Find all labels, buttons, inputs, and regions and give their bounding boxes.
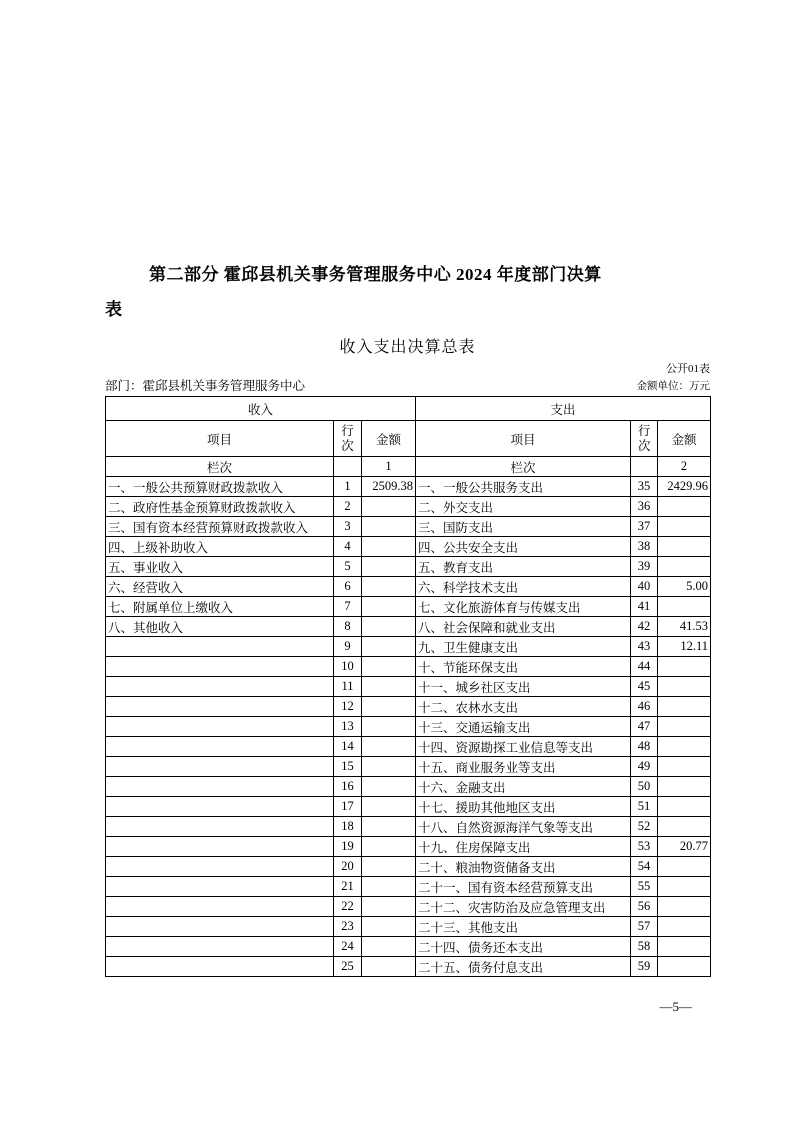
expense-item-cell: 七、文化旅游体育与传媒支出 [416,597,631,617]
income-lanci-label: 栏次 [106,457,334,477]
income-amount-cell [362,537,416,557]
income-item-cell [106,697,334,717]
expense-item-cell: 三、国防支出 [416,517,631,537]
expense-lanci-blank [631,457,658,477]
income-amount-cell [362,797,416,817]
income-amount-cell [362,917,416,937]
expense-item-cell: 十三、交通运输支出 [416,717,631,737]
income-amount-cell [362,657,416,677]
expense-item-cell: 六、科学技术支出 [416,577,631,597]
income-item-cell: 二、政府性基金预算财政拨款收入 [106,497,334,517]
table-row [106,717,711,737]
expense-rownum-cell: 45 [631,677,658,697]
income-amount-cell [362,557,416,577]
income-rownum-cell: 7 [334,597,362,617]
expense-amount-cell: 5.00 [658,577,711,597]
table-row [106,537,711,557]
department-label: 部门：霍邱县机关事务管理服务中心 [105,379,306,393]
expense-rownum-cell: 42 [631,617,658,637]
income-rownum-cell: 22 [334,897,362,917]
income-amount-cell [362,697,416,717]
income-rownum-cell: 15 [334,757,362,777]
income-amount-cell: 2509.38 [362,477,416,497]
income-item-cell [106,717,334,737]
income-item-cell: 六、经营收入 [106,577,334,597]
income-amount-cell [362,737,416,757]
expense-item-cell: 二十、粮油物资储备支出 [416,857,631,877]
income-item-cell [106,677,334,697]
table-row [106,677,711,697]
expense-lanci-label: 栏次 [416,457,631,477]
column-index-row [106,457,711,477]
table-row [106,477,711,497]
income-rownum-cell: 1 [334,477,362,497]
table-row [106,957,711,977]
table-row [106,517,711,537]
income-amount-cell [362,577,416,597]
expense-amount-cell [658,877,711,897]
table-row [106,757,711,777]
table-row [106,737,711,757]
income-rownum-cell: 5 [334,557,362,577]
expense-rownum-cell: 58 [631,937,658,957]
table-row [106,557,711,577]
column-header-row [106,421,711,457]
income-amount-cell [362,837,416,857]
expense-rownum-cell: 56 [631,897,658,917]
income-item-cell [106,657,334,677]
table-row [106,497,711,517]
expense-rownum-cell: 49 [631,757,658,777]
expense-amount-cell [658,777,711,797]
income-lanci-value: 1 [362,457,416,477]
expense-amount-cell [658,717,711,737]
income-amount-cell [362,617,416,637]
expense-item-cell: 十、节能环保支出 [416,657,631,677]
income-item-cell: 七、附属单位上缴收入 [106,597,334,617]
income-rownum-cell: 21 [334,877,362,897]
expense-rownum-header: 行次 [631,421,658,457]
income-amount-cell [362,817,416,837]
expense-amount-cell: 2429.96 [658,477,711,497]
expense-rownum-cell: 39 [631,557,658,577]
expense-rownum-cell: 44 [631,657,658,677]
expense-item-cell: 四、公共安全支出 [416,537,631,557]
income-item-cell [106,957,334,977]
expense-amount-cell [658,697,711,717]
expense-amount-cell [658,857,711,877]
expense-amount-cell [658,797,711,817]
table-row [106,597,711,617]
table-code: 公开01表 [666,363,710,375]
income-amount-cell [362,597,416,617]
income-rownum-cell: 6 [334,577,362,597]
expense-rownum-cell: 40 [631,577,658,597]
expense-item-cell: 十九、住房保障支出 [416,837,631,857]
summary-table [105,396,711,977]
expense-amount-cell: 12.11 [658,637,711,657]
income-rownum-cell: 2 [334,497,362,517]
income-rownum-cell: 18 [334,817,362,837]
table-row [106,917,711,937]
table-row [106,797,711,817]
income-amount-cell [362,957,416,977]
table-row [106,817,711,837]
expense-item-cell: 十八、自然资源海洋气象等支出 [416,817,631,837]
income-item-cell: 四、上级补助收入 [106,537,334,557]
expense-item-cell: 二十二、灾害防治及应急管理支出 [416,897,631,917]
expense-rownum-cell: 57 [631,917,658,937]
income-amount-cell [362,857,416,877]
expense-rownum-cell: 36 [631,497,658,517]
income-item-cell [106,637,334,657]
income-lanci-blank [334,457,362,477]
income-item-cell [106,737,334,757]
expense-amount-cell [658,597,711,617]
income-item-cell [106,917,334,937]
income-amount-cell [362,717,416,737]
income-amount-cell [362,757,416,777]
expense-amount-cell [658,957,711,977]
income-amount-cell [362,777,416,797]
table-row [106,777,711,797]
expense-lanci-value: 2 [658,457,711,477]
expense-rownum-cell: 54 [631,857,658,877]
income-rownum-cell: 20 [334,857,362,877]
income-item-cell: 八、其他收入 [106,617,334,637]
expense-amount-cell: 20.77 [658,837,711,857]
expense-rownum-cell: 50 [631,777,658,797]
expense-amount-cell [658,817,711,837]
income-amount-cell [362,877,416,897]
income-amount-cell [362,897,416,917]
income-rownum-cell: 23 [334,917,362,937]
income-section-header: 收入 [106,397,416,421]
expense-rownum-cell: 53 [631,837,658,857]
table-row [106,617,711,637]
expense-amount-cell [658,497,711,517]
expense-item-cell: 二十五、债务付息支出 [416,957,631,977]
expense-item-header: 项目 [416,421,631,457]
expense-rownum-cell: 38 [631,537,658,557]
expense-rownum-cell: 43 [631,637,658,657]
expense-amount-cell: 41.53 [658,617,711,637]
unit-label: 金额单位：万元 [636,381,710,392]
expense-amount-cell [658,517,711,537]
expense-amount-cell [658,917,711,937]
income-rownum-cell: 11 [334,677,362,697]
page-number: —5— [659,999,692,1014]
expense-item-cell: 二十四、债务还本支出 [416,937,631,957]
table-row [106,637,711,657]
page-title-continuation: 表 [105,300,122,319]
income-item-cell [106,797,334,817]
expense-rownum-cell: 46 [631,697,658,717]
income-amount-cell [362,937,416,957]
expense-item-cell: 十六、金融支出 [416,777,631,797]
income-rownum-cell: 19 [334,837,362,857]
income-amount-cell [362,497,416,517]
expense-rownum-cell: 59 [631,957,658,977]
section-header-row [106,397,711,421]
expense-item-cell: 五、教育支出 [416,557,631,577]
expense-amount-header: 金额 [658,421,711,457]
income-rownum-cell: 17 [334,797,362,817]
expense-amount-cell [658,737,711,757]
income-item-cell [106,897,334,917]
table-row [106,877,711,897]
income-rownum-cell: 14 [334,737,362,757]
expense-rownum-cell: 52 [631,817,658,837]
income-item-cell [106,937,334,957]
income-item-cell [106,857,334,877]
expense-item-cell: 十七、援助其他地区支出 [416,797,631,817]
expense-item-cell: 二十三、其他支出 [416,917,631,937]
expense-amount-cell [658,557,711,577]
income-item-cell [106,757,334,777]
income-rownum-cell: 4 [334,537,362,557]
income-item-cell [106,777,334,797]
income-rownum-cell: 24 [334,937,362,957]
table-row [106,857,711,877]
income-item-header: 项目 [106,421,334,457]
table-row [106,937,711,957]
income-item-cell [106,837,334,857]
expense-rownum-cell: 47 [631,717,658,737]
expense-amount-cell [658,757,711,777]
expense-item-cell: 十五、商业服务业等支出 [416,757,631,777]
table-meta-row [105,378,710,394]
income-item-cell [106,877,334,897]
income-amount-cell [362,637,416,657]
expense-amount-cell [658,937,711,957]
income-rownum-cell: 12 [334,697,362,717]
income-item-cell: 三、国有资本经营预算财政拨款收入 [106,517,334,537]
income-rownum-cell: 8 [334,617,362,637]
income-rownum-cell: 16 [334,777,362,797]
income-rownum-cell: 10 [334,657,362,677]
expense-item-cell: 十四、资源勘探工业信息等支出 [416,737,631,757]
expense-rownum-cell: 35 [631,477,658,497]
income-rownum-cell: 25 [334,957,362,977]
income-amount-cell [362,517,416,537]
income-item-cell: 五、事业收入 [106,557,334,577]
expense-rownum-cell: 51 [631,797,658,817]
expense-item-cell: 十二、农林水支出 [416,697,631,717]
expense-item-cell: 九、卫生健康支出 [416,637,631,657]
expense-rownum-cell: 55 [631,877,658,897]
table-row [106,897,711,917]
expense-item-cell: 十一、城乡社区支出 [416,677,631,697]
expense-rownum-cell: 48 [631,737,658,757]
table-row [106,697,711,717]
income-rownum-header: 行次 [334,421,362,457]
page-title: 第二部分 霍邱县机关事务管理服务中心 2024 年度部门决算 [149,265,602,284]
income-item-cell [106,817,334,837]
table-row [106,837,711,857]
table-row [106,657,711,677]
income-amount-cell [362,677,416,697]
expense-amount-cell [658,897,711,917]
expense-rownum-cell: 37 [631,517,658,537]
income-rownum-cell: 9 [334,637,362,657]
expense-item-cell: 八、社会保障和就业支出 [416,617,631,637]
expense-item-cell: 二、外交支出 [416,497,631,517]
table-title: 收入支出决算总表 [339,339,476,356]
expense-section-header: 支出 [416,397,711,421]
table-row [106,577,711,597]
expense-item-cell: 一、一般公共服务支出 [416,477,631,497]
expense-amount-cell [658,537,711,557]
income-item-cell: 一、一般公共预算财政拨款收入 [106,477,334,497]
expense-rownum-cell: 41 [631,597,658,617]
document-page [105,0,710,1015]
expense-amount-cell [658,657,711,677]
table-body [106,477,711,977]
income-amount-header: 金额 [362,421,416,457]
income-rownum-cell: 3 [334,517,362,537]
expense-amount-cell [658,677,711,697]
expense-item-cell: 二十一、国有资本经营预算支出 [416,877,631,897]
income-rownum-cell: 13 [334,717,362,737]
